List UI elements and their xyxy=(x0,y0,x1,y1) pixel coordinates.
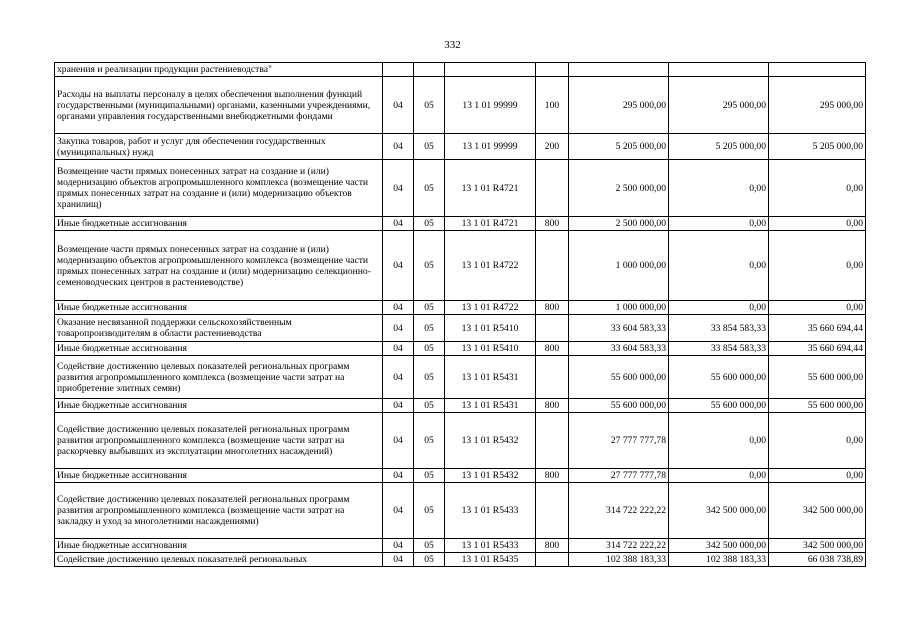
cell-target-article xyxy=(445,63,536,77)
cell-podrazdel xyxy=(414,63,445,77)
table-row xyxy=(55,77,866,134)
cell-razdel: 04 xyxy=(383,315,414,342)
table-row xyxy=(55,134,866,160)
table-row xyxy=(55,315,866,342)
cell-sum-2: 0,00 xyxy=(669,160,769,217)
cell-expense-type: 200 xyxy=(536,134,569,160)
cell-podrazdel: 05 xyxy=(414,217,445,231)
cell-podrazdel: 05 xyxy=(414,77,445,134)
cell-name: Иные бюджетные ассигнования xyxy=(55,399,383,413)
cell-sum-1: 55 600 000,00 xyxy=(569,356,669,399)
cell-expense-type xyxy=(536,231,569,301)
cell-sum-2: 0,00 xyxy=(669,469,769,483)
cell-target-article: 13 1 01 R5432 xyxy=(445,413,536,469)
cell-podrazdel: 05 xyxy=(414,399,445,413)
cell-expense-type: 800 xyxy=(536,539,569,553)
cell-target-article: 13 1 01 R5431 xyxy=(445,399,536,413)
cell-razdel: 04 xyxy=(383,539,414,553)
cell-podrazdel: 05 xyxy=(414,539,445,553)
cell-sum-2: 5 205 000,00 xyxy=(669,134,769,160)
cell-sum-2: 33 854 583,33 xyxy=(669,315,769,342)
cell-sum-2: 0,00 xyxy=(669,413,769,469)
table-row xyxy=(55,342,866,356)
cell-sum-1: 2 500 000,00 xyxy=(569,217,669,231)
table-body xyxy=(55,63,866,567)
cell-sum-1: 27 777 777,78 xyxy=(569,469,669,483)
cell-name: Закупка товаров, работ и услуг для обеспечения государственных (муниципальных) нужд xyxy=(55,134,383,160)
cell-name: Расходы на выплаты персоналу в целях обеспечения выполнения функций государственными (муниципальными) органами, казенными учреждениями, органами управления государственными внебюджетными фондами xyxy=(55,77,383,134)
cell-sum-3: 0,00 xyxy=(769,160,866,217)
cell-name: Иные бюджетные ассигнования xyxy=(55,301,383,315)
cell-name: Иные бюджетные ассигнования xyxy=(55,217,383,231)
cell-sum-1: 295 000,00 xyxy=(569,77,669,134)
cell-target-article: 13 1 01 R5410 xyxy=(445,342,536,356)
cell-target-article: 13 1 01 R5433 xyxy=(445,483,536,539)
cell-sum-3: 35 660 694,44 xyxy=(769,342,866,356)
cell-sum-1: 314 722 222,22 xyxy=(569,483,669,539)
cell-razdel: 04 xyxy=(383,483,414,539)
cell-expense-type xyxy=(536,483,569,539)
cell-podrazdel: 05 xyxy=(414,356,445,399)
cell-name: Иные бюджетные ассигнования xyxy=(55,469,383,483)
cell-podrazdel: 05 xyxy=(414,301,445,315)
cell-target-article: 13 1 01 R4722 xyxy=(445,301,536,315)
cell-expense-type: 800 xyxy=(536,301,569,315)
cell-podrazdel: 05 xyxy=(414,413,445,469)
cell-sum-1: 1 000 000,00 xyxy=(569,301,669,315)
cell-expense-type: 800 xyxy=(536,342,569,356)
cell-podrazdel: 05 xyxy=(414,315,445,342)
table-row xyxy=(55,553,866,567)
budget-table xyxy=(54,62,866,567)
cell-podrazdel: 05 xyxy=(414,483,445,539)
cell-name: Возмещение части прямых понесенных затрат на создание и (или) модернизацию объектов агропромышленного комплекса (возмещение части прямых понесенных затрат на создание и (или) модернизацию селекционно-семеноводческих центров в растениеводстве) xyxy=(55,231,383,301)
cell-sum-1: 27 777 777,78 xyxy=(569,413,669,469)
cell-expense-type: 800 xyxy=(536,217,569,231)
cell-name: Содействие достижению целевых показателей региональных программ развития агропромышленного комплекса (возмещение части затрат на приобретение элитных семян) xyxy=(55,356,383,399)
cell-sum-1: 102 388 183,33 xyxy=(569,553,669,567)
cell-sum-1: 33 604 583,33 xyxy=(569,315,669,342)
cell-sum-2: 342 500 000,00 xyxy=(669,483,769,539)
page-number: 332 xyxy=(444,39,461,51)
cell-sum-3: 66 038 738,89 xyxy=(769,553,866,567)
cell-sum-1 xyxy=(569,63,669,77)
cell-name: Содействие достижению целевых показателей региональных xyxy=(55,553,383,567)
cell-target-article: 13 1 01 R5433 xyxy=(445,539,536,553)
cell-razdel: 04 xyxy=(383,469,414,483)
table-row xyxy=(55,160,866,217)
cell-target-article: 13 1 01 R5431 xyxy=(445,356,536,399)
cell-sum-1: 33 604 583,33 xyxy=(569,342,669,356)
cell-sum-1: 55 600 000,00 xyxy=(569,399,669,413)
cell-name: Оказание несвязанной поддержки сельскохозяйственным товаропроизводителям в области растениеводства xyxy=(55,315,383,342)
cell-sum-2: 33 854 583,33 xyxy=(669,342,769,356)
cell-target-article: 13 1 01 R5410 xyxy=(445,315,536,342)
table-row xyxy=(55,301,866,315)
cell-podrazdel: 05 xyxy=(414,160,445,217)
cell-expense-type xyxy=(536,553,569,567)
cell-sum-3: 342 500 000,00 xyxy=(769,539,866,553)
cell-podrazdel: 05 xyxy=(414,342,445,356)
cell-expense-type xyxy=(536,413,569,469)
table-row xyxy=(55,413,866,469)
cell-expense-type xyxy=(536,63,569,77)
cell-sum-3: 0,00 xyxy=(769,231,866,301)
cell-expense-type xyxy=(536,315,569,342)
cell-sum-1: 314 722 222,22 xyxy=(569,539,669,553)
cell-sum-2 xyxy=(669,63,769,77)
cell-sum-2: 295 000,00 xyxy=(669,77,769,134)
cell-target-article: 13 1 01 R4721 xyxy=(445,217,536,231)
cell-sum-3: 5 205 000,00 xyxy=(769,134,866,160)
cell-sum-2: 102 388 183,33 xyxy=(669,553,769,567)
cell-podrazdel: 05 xyxy=(414,553,445,567)
cell-target-article: 13 1 01 R4721 xyxy=(445,160,536,217)
cell-target-article: 13 1 01 99999 xyxy=(445,134,536,160)
cell-sum-3: 35 660 694,44 xyxy=(769,315,866,342)
table-row xyxy=(55,483,866,539)
cell-razdel: 04 xyxy=(383,217,414,231)
cell-expense-type xyxy=(536,356,569,399)
cell-sum-3: 0,00 xyxy=(769,301,866,315)
cell-razdel: 04 xyxy=(383,342,414,356)
cell-sum-3: 295 000,00 xyxy=(769,77,866,134)
table-row xyxy=(55,217,866,231)
cell-sum-3: 0,00 xyxy=(769,413,866,469)
table-row xyxy=(55,231,866,301)
cell-sum-1: 1 000 000,00 xyxy=(569,231,669,301)
cell-name: Возмещение части прямых понесенных затрат на создание и (или) модернизацию объектов агропромышленного комплекса (возмещение части прямых понесенных затрат на создание и (или) модернизацию объектов хранилищ) xyxy=(55,160,383,217)
cell-razdel: 04 xyxy=(383,301,414,315)
cell-target-article: 13 1 01 R4722 xyxy=(445,231,536,301)
cell-razdel xyxy=(383,63,414,77)
cell-razdel: 04 xyxy=(383,399,414,413)
cell-razdel: 04 xyxy=(383,553,414,567)
table-row xyxy=(55,539,866,553)
cell-razdel: 04 xyxy=(383,134,414,160)
cell-razdel: 04 xyxy=(383,356,414,399)
cell-name: Иные бюджетные ассигнования xyxy=(55,539,383,553)
cell-expense-type: 800 xyxy=(536,399,569,413)
cell-sum-1: 5 205 000,00 xyxy=(569,134,669,160)
cell-razdel: 04 xyxy=(383,77,414,134)
cell-name: Содействие достижению целевых показателей региональных программ развития агропромышленного комплекса (возмещение части затрат на раскорчевку выбывших из эксплуатации многолетних насаждений) xyxy=(55,413,383,469)
cell-sum-3: 0,00 xyxy=(769,217,866,231)
cell-expense-type: 800 xyxy=(536,469,569,483)
cell-razdel: 04 xyxy=(383,413,414,469)
cell-sum-2: 55 600 000,00 xyxy=(669,356,769,399)
table-row xyxy=(55,469,866,483)
table-row xyxy=(55,399,866,413)
cell-sum-2: 0,00 xyxy=(669,231,769,301)
cell-sum-1: 2 500 000,00 xyxy=(569,160,669,217)
cell-name: хранения и реализации продукции растениеводства" xyxy=(55,63,383,77)
cell-name: Иные бюджетные ассигнования xyxy=(55,342,383,356)
cell-target-article: 13 1 01 99999 xyxy=(445,77,536,134)
cell-target-article: 13 1 01 R5435 xyxy=(445,553,536,567)
cell-sum-2: 342 500 000,00 xyxy=(669,539,769,553)
cell-sum-3: 55 600 000,00 xyxy=(769,399,866,413)
cell-expense-type: 100 xyxy=(536,77,569,134)
cell-podrazdel: 05 xyxy=(414,231,445,301)
table-row xyxy=(55,356,866,399)
cell-sum-2: 0,00 xyxy=(669,301,769,315)
cell-sum-3: 0,00 xyxy=(769,469,866,483)
cell-sum-2: 55 600 000,00 xyxy=(669,399,769,413)
cell-target-article: 13 1 01 R5432 xyxy=(445,469,536,483)
cell-name: Содействие достижению целевых показателей региональных программ развития агропромышленного комплекса (возмещение части затрат на закладку и уход за многолетними насаждениями) xyxy=(55,483,383,539)
cell-razdel: 04 xyxy=(383,231,414,301)
cell-sum-3: 55 600 000,00 xyxy=(769,356,866,399)
cell-sum-3 xyxy=(769,63,866,77)
cell-podrazdel: 05 xyxy=(414,469,445,483)
cell-sum-3: 342 500 000,00 xyxy=(769,483,866,539)
cell-razdel: 04 xyxy=(383,160,414,217)
table-row xyxy=(55,63,866,77)
cell-expense-type xyxy=(536,160,569,217)
cell-podrazdel: 05 xyxy=(414,134,445,160)
cell-sum-2: 0,00 xyxy=(669,217,769,231)
